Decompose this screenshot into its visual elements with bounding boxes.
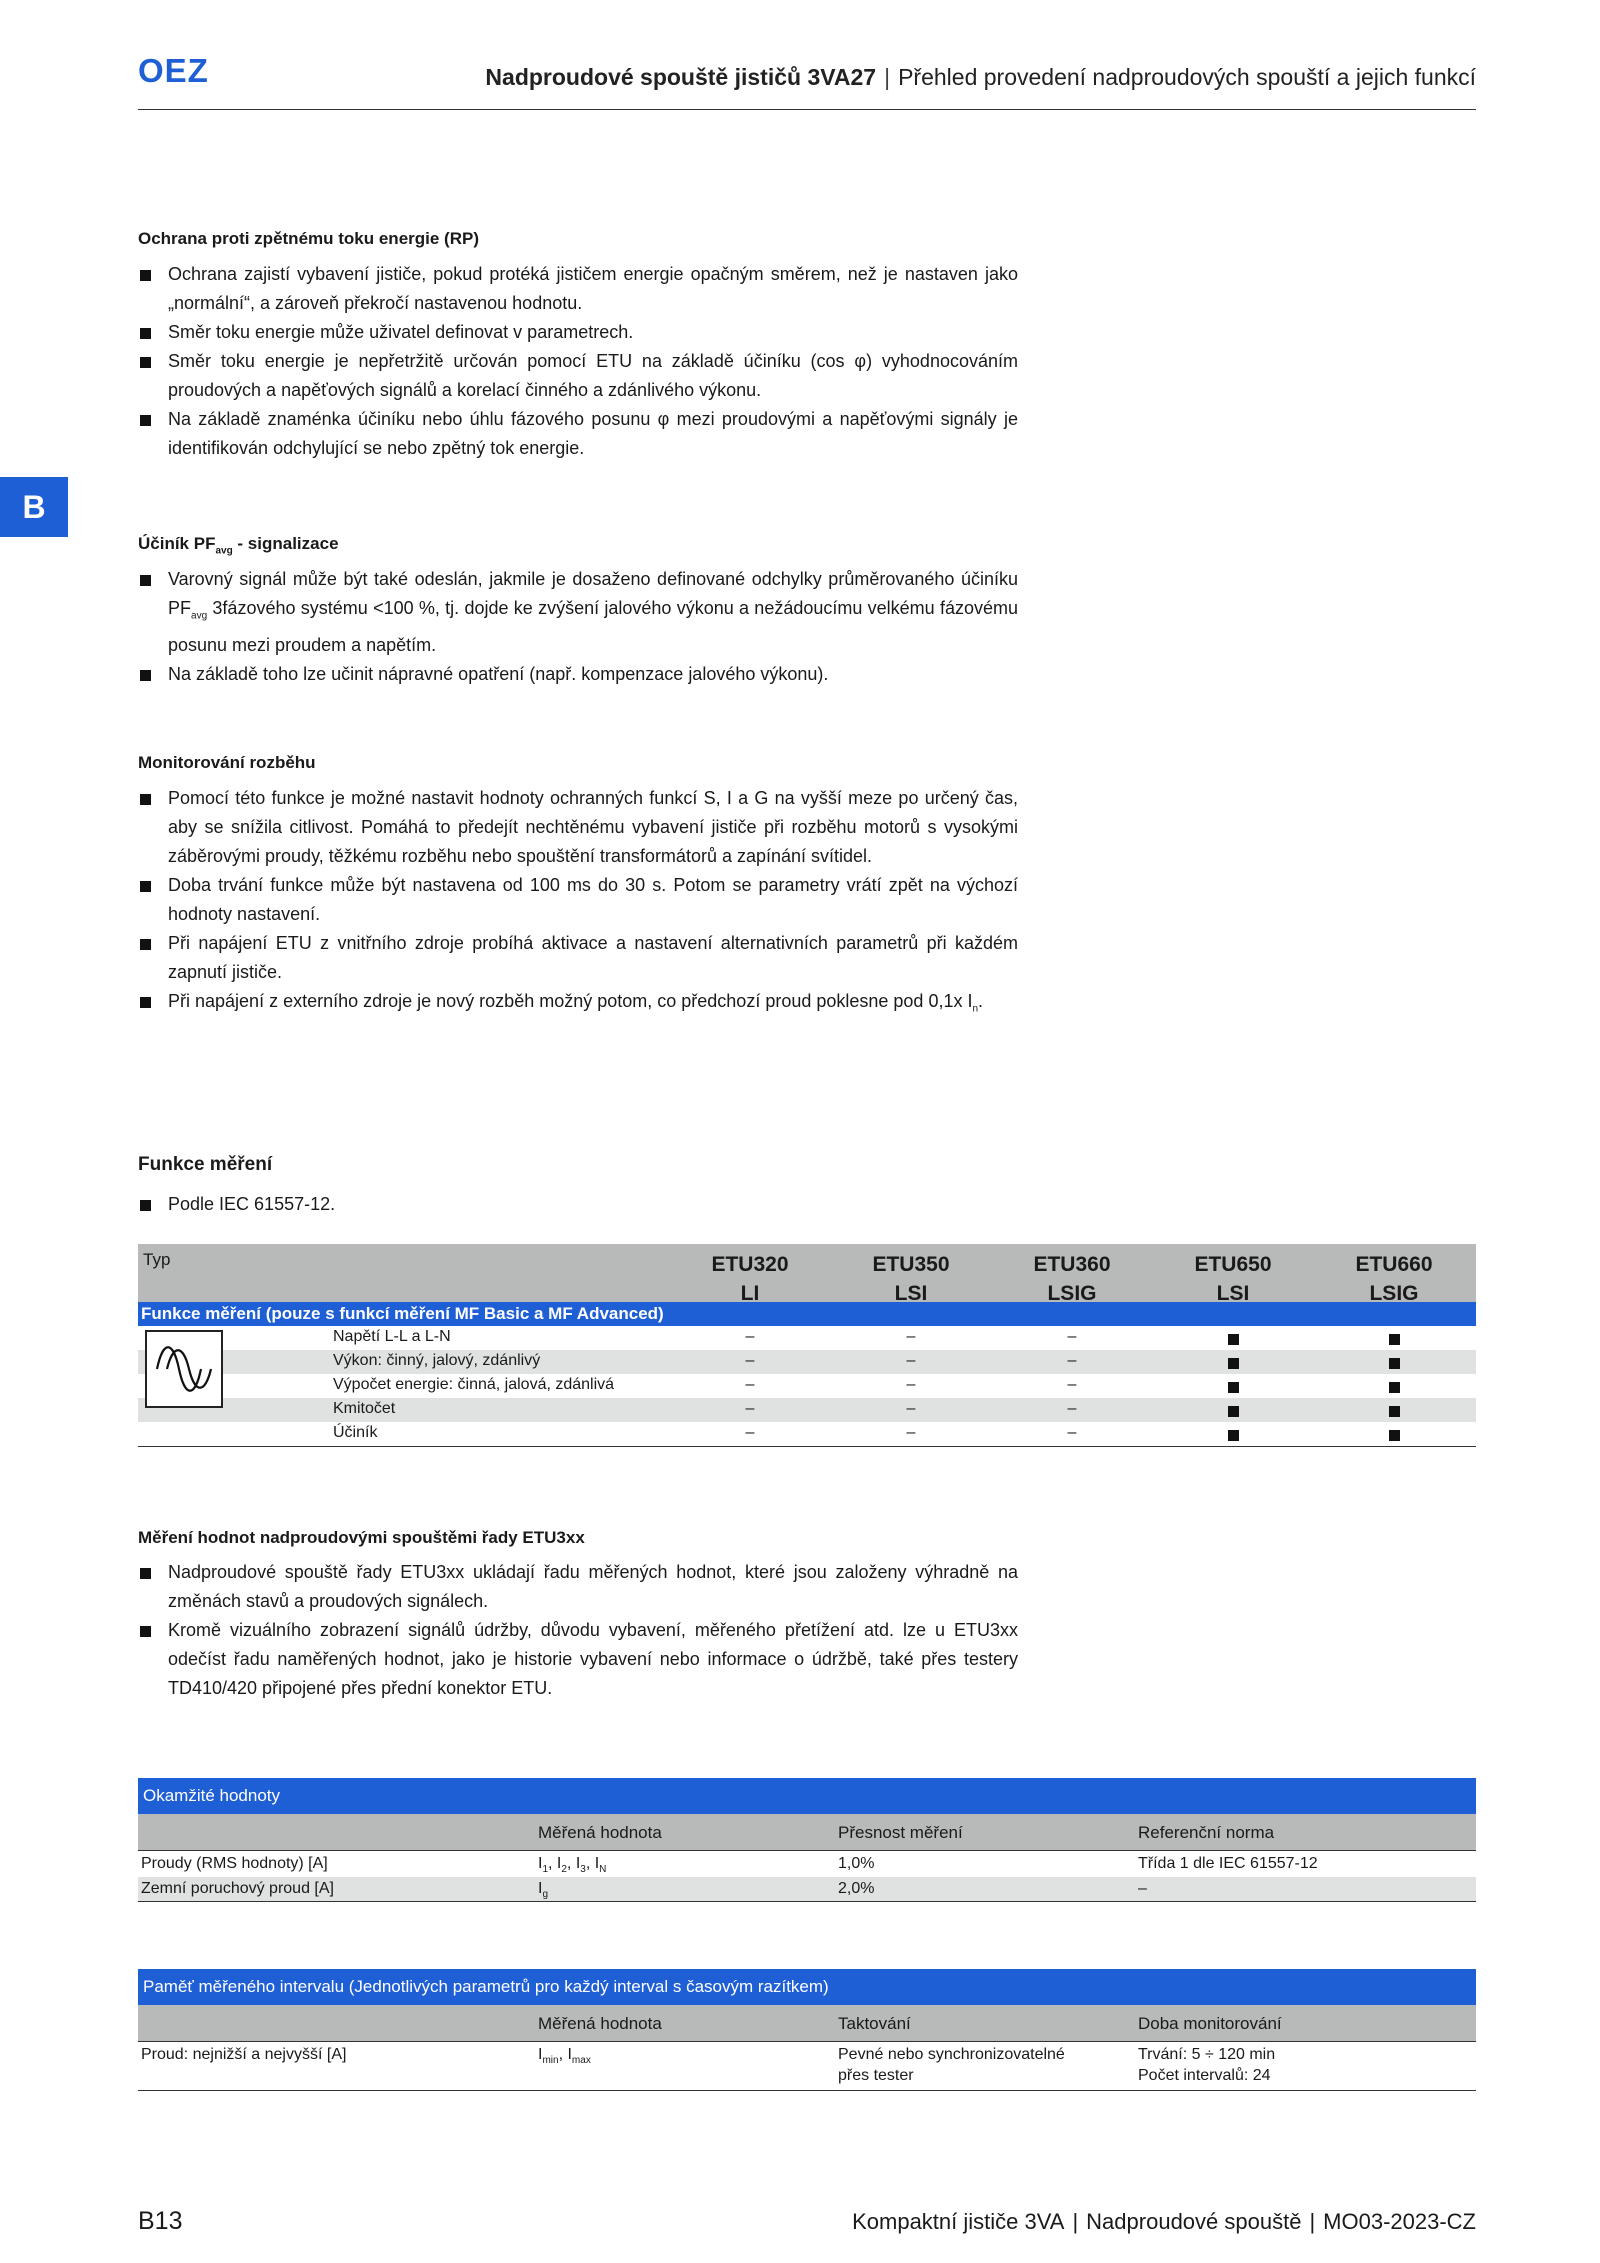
footer-doc-code: MO03-2023-CZ xyxy=(1323,2209,1476,2234)
norm-value: – xyxy=(1138,1880,1147,1897)
not-available-dash: – xyxy=(906,1328,916,1345)
instant-values-table xyxy=(138,1778,1476,1902)
not-available-dash: – xyxy=(745,1424,755,1441)
footer-separator: | xyxy=(1072,2209,1079,2234)
footer-product: Kompaktní jističe 3VA xyxy=(852,2209,1065,2234)
row-label: Proudy (RMS hodnoty) [A] xyxy=(141,1855,328,1872)
bullet-square-icon xyxy=(140,575,151,586)
pf-bullet-text: Varovný signál může být také odeslán, jakmile je dosaženo definované odchylky průměrovaného účiníku PF xyxy=(168,569,1018,618)
norm-value: Třída 1 dle IEC 61557-12 xyxy=(1138,1855,1318,1872)
list-item xyxy=(138,347,1018,405)
column-name: ETU360 xyxy=(1033,1253,1111,1276)
oez-logo: OEZ xyxy=(138,52,209,89)
list-item xyxy=(138,565,1018,660)
available-square-icon xyxy=(1374,1380,1414,1398)
table-header xyxy=(138,2005,1476,2041)
table-title-band: Okamžité hodnoty xyxy=(138,1778,1476,1814)
row-label: Výkon: činný, jalový, zdánlivý xyxy=(333,1352,541,1369)
bullet-square-icon xyxy=(140,1626,151,1637)
bullet-square-icon xyxy=(140,1568,151,1579)
table-row xyxy=(138,1398,1476,1422)
etu3xx-bullet-text: Nadproudové spouště řady ETU3xx ukládají řadu měřených hodnot, které jsou založeny výhradně na změnách stavů a proudových signálech. xyxy=(168,1562,1018,1611)
column-header: Přesnost měření xyxy=(838,1823,963,1842)
pf-title-text: Účiník PF xyxy=(138,534,216,553)
table-header xyxy=(138,1814,1476,1850)
startup-bullet-text-cont: . xyxy=(978,991,984,1011)
startup-section-title: Monitorování rozběhu xyxy=(138,753,316,772)
available-square-icon xyxy=(1213,1332,1253,1350)
not-available-dash: – xyxy=(745,1352,755,1369)
column-name: ETU350 xyxy=(872,1253,950,1276)
header-title-main: Nadproudové spouště jističů 3VA27 xyxy=(485,64,877,90)
table-row xyxy=(138,1850,1476,1877)
table-title-band: Paměť měřeného intervalu (Jednotlivých parametrů pro každý interval s časovým razítkem) xyxy=(138,1969,1476,2005)
header-title-sub: Přehled provedení nadproudových spouští a jejich funkcí xyxy=(898,64,1476,90)
row-label: Kmitočet xyxy=(333,1400,396,1417)
pf-title-suffix: - signalizace xyxy=(232,534,339,553)
startup-bullet-text: Při napájení ETU z vnitřního zdroje probíhá aktivace a nastavení alternativních parametrů při každém zapnutí jističe. xyxy=(168,933,1018,982)
etu3xx-bullet-list xyxy=(138,1558,1018,1703)
measured-value: $I_1$, $I_2$, $I_3$, $I_N$ xyxy=(538,1855,607,1876)
pf-bullet-subscript: avg xyxy=(191,610,208,622)
page-header-title xyxy=(485,64,1476,91)
not-available-dash: – xyxy=(745,1400,755,1417)
pf-bullet-text-cont: 3fázového systému <100 %, tj. dojde ke zvýšení jalového výkonu a nežádoucímu velkému fázovému posunu mezi proudem a napětím. xyxy=(168,598,1018,655)
column-header: Doba monitorování xyxy=(1138,2014,1282,2033)
column-name: ETU660 xyxy=(1355,1253,1433,1276)
row-label: Zemní poruchový proud [A] xyxy=(141,1880,334,1897)
table-category-band: Funkce měření (pouze s funkcí měření MF Basic a MF Advanced) xyxy=(138,1302,1476,1326)
rp-bullet-text: Směr toku energie může uživatel definovat v parametrech. xyxy=(168,322,634,342)
column-name: ETU650 xyxy=(1194,1253,1272,1276)
table-row xyxy=(138,1422,1476,1446)
accuracy-value: 2,0% xyxy=(838,1880,875,1897)
list-item xyxy=(138,1558,1018,1616)
table-body xyxy=(138,1326,1476,1447)
not-available-dash: – xyxy=(906,1376,916,1393)
bullet-square-icon xyxy=(140,357,151,368)
table-row xyxy=(138,1350,1476,1374)
list-item xyxy=(138,318,1018,347)
not-available-dash: – xyxy=(906,1424,916,1441)
list-item xyxy=(138,405,1018,463)
sine-wave-icon xyxy=(145,1330,223,1408)
measured-value: $I_g$ xyxy=(538,1880,549,1901)
bullet-square-icon xyxy=(140,881,151,892)
bullet-square-icon xyxy=(140,670,151,681)
rp-bullet-text: Ochrana zajistí vybavení jističe, pokud protéká jističem energie opačným směrem, než je nastaven jako „normální“, a zároveň překročí nastavenou hodnotu. xyxy=(168,264,1018,313)
column-name: ETU320 xyxy=(711,1253,789,1276)
clock-line-1: Pevné nebo synchronizovatelné xyxy=(838,2046,1065,2063)
rp-section-title: Ochrana proti zpětnému toku energie (RP) xyxy=(138,229,479,248)
measured-value: $I_{min}$, $I_{max}$ xyxy=(538,2046,591,2067)
footer-separator: | xyxy=(1309,2209,1316,2234)
etu3xx-bullet-text: Kromě vizuálního zobrazení signálů údržby, důvodu vybavení, měřeného přetížení atd. lze u ETU3xx odečíst řadu naměřených hodnot, jako je historie vybavení nebo informace o údržbě, také přes testery TD410/420 připojené přes přední konektor ETU. xyxy=(168,1620,1018,1698)
section-tab: B xyxy=(0,477,68,537)
column-header: Měřená hodnota xyxy=(538,1823,662,1842)
not-available-dash: – xyxy=(1067,1352,1077,1369)
type-header-label: Typ xyxy=(143,1250,171,1269)
measure-bullet-text: Podle IEC 61557-12. xyxy=(168,1194,336,1214)
not-available-dash: – xyxy=(1067,1400,1077,1417)
list-item xyxy=(138,929,1018,987)
pf-bullet-list xyxy=(138,565,1018,689)
not-available-dash: – xyxy=(1067,1328,1077,1345)
startup-bullet-text: Pomocí této funkce je možné nastavit hodnoty ochranných funkcí S, I a G na vyšší meze po určený čas, aby se snížila citlivost. Pomáhá to předejít nechtěnému vybavení jističe při rozběhu motorů s vysokými záběrovými proudy, těžkému rozběhu nebo spouštění transformátorů a zapínání svítidel. xyxy=(168,788,1018,866)
measure-section-title: Funkce měření xyxy=(138,1154,273,1175)
footer-info xyxy=(852,2209,1476,2235)
bullet-square-icon xyxy=(140,328,151,339)
pf-title-subscript: avg xyxy=(215,545,233,557)
bullet-square-icon xyxy=(140,939,151,950)
row-label: Proud: nejnižší a nejvyšší [A] xyxy=(141,2046,347,2063)
bullet-square-icon xyxy=(140,415,151,426)
list-item xyxy=(138,1190,1018,1219)
rp-bullet-text: Směr toku energie je nepřetržitě určován pomocí ETU na základě účiníku (cos φ) vyhodnocováním proudových a napěťových signálů a korelací činného a zdánlivého výkonu. xyxy=(168,351,1018,400)
available-square-icon xyxy=(1213,1356,1253,1374)
etu3xx-section-title: Měření hodnot nadproudovými spouštěmi řady ETU3xx xyxy=(138,1528,585,1547)
available-square-icon xyxy=(1213,1404,1253,1422)
available-square-icon xyxy=(1374,1332,1414,1350)
startup-bullet-subscript: n xyxy=(972,1003,979,1015)
row-label: Napětí L-L a L-N xyxy=(333,1328,451,1345)
not-available-dash: – xyxy=(1067,1376,1077,1393)
startup-bullet-text: Doba trvání funkce může být nastavena od 100 ms do 30 s. Potom se parametry vrátí zpět na výchozí hodnoty nastavení. xyxy=(168,875,1018,924)
column-header-etu660 xyxy=(1334,1250,1454,1308)
table-row xyxy=(138,2041,1476,2091)
startup-bullet-list xyxy=(138,784,1018,1024)
rp-bullet-list xyxy=(138,260,1018,463)
startup-bullet-text: Při napájení z externího zdroje je nový rozběh možný potom, co předchozí proud poklesne pod 0,1x I xyxy=(168,991,973,1011)
list-item xyxy=(138,260,1018,318)
table-row xyxy=(138,1877,1476,1902)
column-header-etu320 xyxy=(690,1250,810,1308)
row-label: Výpočet energie: činná, jalová, zdánlivá xyxy=(333,1376,615,1393)
not-available-dash: – xyxy=(1067,1424,1077,1441)
bullet-square-icon xyxy=(140,997,151,1008)
column-type: LSIG xyxy=(1047,1282,1097,1305)
pf-bullet-text: Na základě toho lze učinit nápravné opatření (např. kompenzace jalového výkonu). xyxy=(168,663,829,684)
column-type: LI xyxy=(740,1282,760,1305)
column-type: LSI xyxy=(894,1282,928,1305)
accuracy-value: 1,0% xyxy=(838,1855,875,1872)
duration-line-1: Trvání: 5 ÷ 120 min xyxy=(1138,2046,1276,2063)
pf-section-title xyxy=(138,534,339,556)
available-square-icon xyxy=(1213,1428,1253,1446)
page-number: B13 xyxy=(138,2207,183,2235)
rp-bullet-text: Na základě znaménka účiníku nebo úhlu fázového posunu φ mezi proudovými a napěťovými signály je identifikován odchylující se nebo zpětný tok energie. xyxy=(168,409,1018,458)
column-header: Měřená hodnota xyxy=(538,2014,662,2033)
duration-line-2: Počet intervalů: 24 xyxy=(1138,2067,1271,2084)
list-item xyxy=(138,987,1018,1024)
bullet-square-icon xyxy=(140,1200,151,1211)
bullet-square-icon xyxy=(140,270,151,281)
column-header-etu360 xyxy=(1012,1250,1132,1308)
measure-bullet-list xyxy=(138,1190,1018,1219)
header-divider xyxy=(138,109,1476,110)
table-row xyxy=(138,1326,1476,1350)
list-item xyxy=(138,871,1018,929)
bullet-square-icon xyxy=(140,794,151,805)
available-square-icon xyxy=(1213,1380,1253,1398)
measurement-functions-table xyxy=(138,1244,1476,1447)
column-header-etu350 xyxy=(851,1250,971,1308)
table-header xyxy=(138,1244,1476,1305)
column-header: Taktování xyxy=(838,2014,911,2033)
header-separator: | xyxy=(884,64,891,90)
not-available-dash: – xyxy=(906,1400,916,1417)
not-available-dash: – xyxy=(906,1352,916,1369)
list-item xyxy=(138,1616,1018,1703)
list-item xyxy=(138,660,1018,689)
column-header-etu650 xyxy=(1173,1250,1293,1308)
list-item xyxy=(138,784,1018,871)
clock-line-2: přes tester xyxy=(838,2067,914,2084)
footer-section: Nadproudové spouště xyxy=(1086,2209,1302,2234)
table-row xyxy=(138,1374,1476,1398)
available-square-icon xyxy=(1374,1428,1414,1446)
column-type: LSIG xyxy=(1369,1282,1419,1305)
row-label: Účiník xyxy=(333,1424,378,1441)
interval-memory-table xyxy=(138,1969,1476,2091)
not-available-dash: – xyxy=(745,1376,755,1393)
not-available-dash: – xyxy=(745,1328,755,1345)
column-header: Referenční norma xyxy=(1138,1823,1275,1842)
column-type: LSI xyxy=(1216,1282,1250,1305)
available-square-icon xyxy=(1374,1404,1414,1422)
available-square-icon xyxy=(1374,1356,1414,1374)
